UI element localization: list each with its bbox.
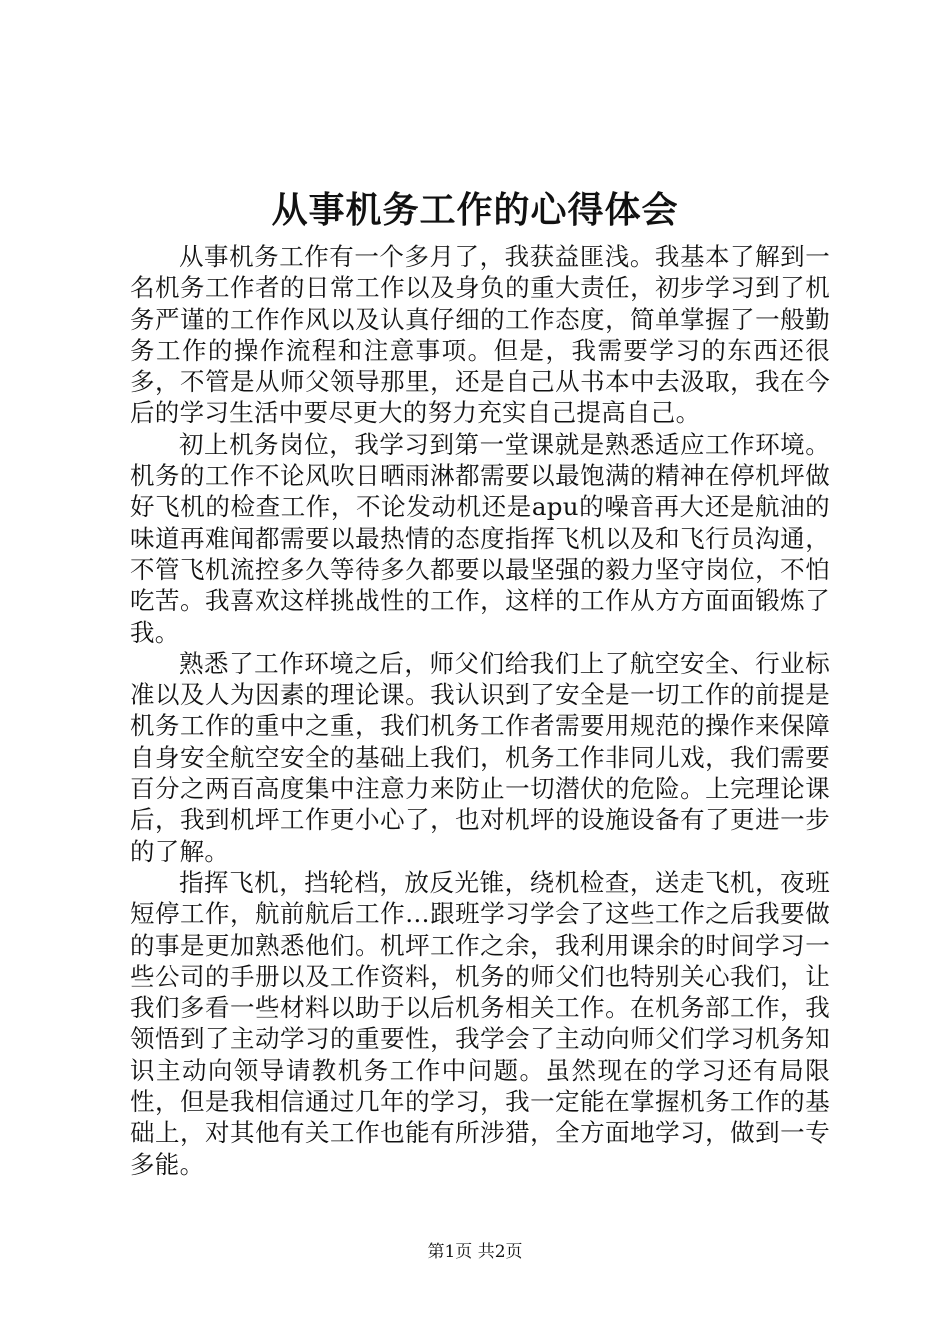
paragraph-1: 从事机务工作有一个多月了，我获益匪浅。我基本了解到一名机务工作者的日常工作以及身负的重大责任，初步学习到了机务严谨的工作作风以及认真仔细的工作态度，简单掌握了一般勤务工作的操作流程和注意事项。但是，我需要学习的东西还很多，不管是从师父领导那里，还是自己从书本中去汲取，我在今后的学习生活中要尽更大的努力充实自己提高自己。 [130,242,830,428]
document-body [130,241,830,1180]
paragraph-3: 熟悉了工作环境之后，师父们给我们上了航空安全、行业标准以及人为因素的理论课。我认识到了安全是一切工作的前提是机务工作的重中之重，我们机务工作者需要用规范的操作来保障自身安全航空安全的基础上我们，机务工作非同儿戏，我们需要百分之两百高度集中注意力来防止一切潜伏的危险。上完理论课后，我到机坪工作更小心了，也对机坪的设施设备有了更进一步的了解。 [130,648,830,866]
paragraph-4: 指挥飞机，挡轮档，放反光锥，绕机检查，送走飞机，夜班短停工作，航前航后工作…跟班学习学会了这些工作之后我要做的事是更加熟悉他们。机坪工作之余，我利用课余的时间学习一些公司的手册以及工作资料，机务的师父们也特别关心我们，让我们多看一些材料以助于以后机务相关工作。在机务部工作，我领悟到了主动学习的重要性，我学会了主动向师父们学习机务知识主动向领导请教机务工作中问题。虽然现在的学习还有局限性，但是我相信通过几年的学习，我一定能在掌握机务工作的基础上，对其他有关工作也能有所涉猎，全方面地学习，做到一专多能。 [130,867,830,1179]
paragraph-2: 初上机务岗位，我学习到第一堂课就是熟悉适应工作环境。机务的工作不论风吹日晒雨淋都需要以最饱满的精神在停机坪做好飞机的检查工作，不论发动机还是apu的噪音再大还是航油的味道再难闻都需要以最热情的态度指挥飞机以及和飞行员沟通，不管飞机流控多久等待多久都要以最坚强的毅力坚守岗位，不怕吃苦。我喜欢这样挑战性的工作，这样的工作从方方面面锻炼了我。 [130,429,830,647]
document-title: 从事机务工作的心得体会 [271,189,679,231]
page-number-footer: 第1页 共2页 [427,1242,523,1262]
